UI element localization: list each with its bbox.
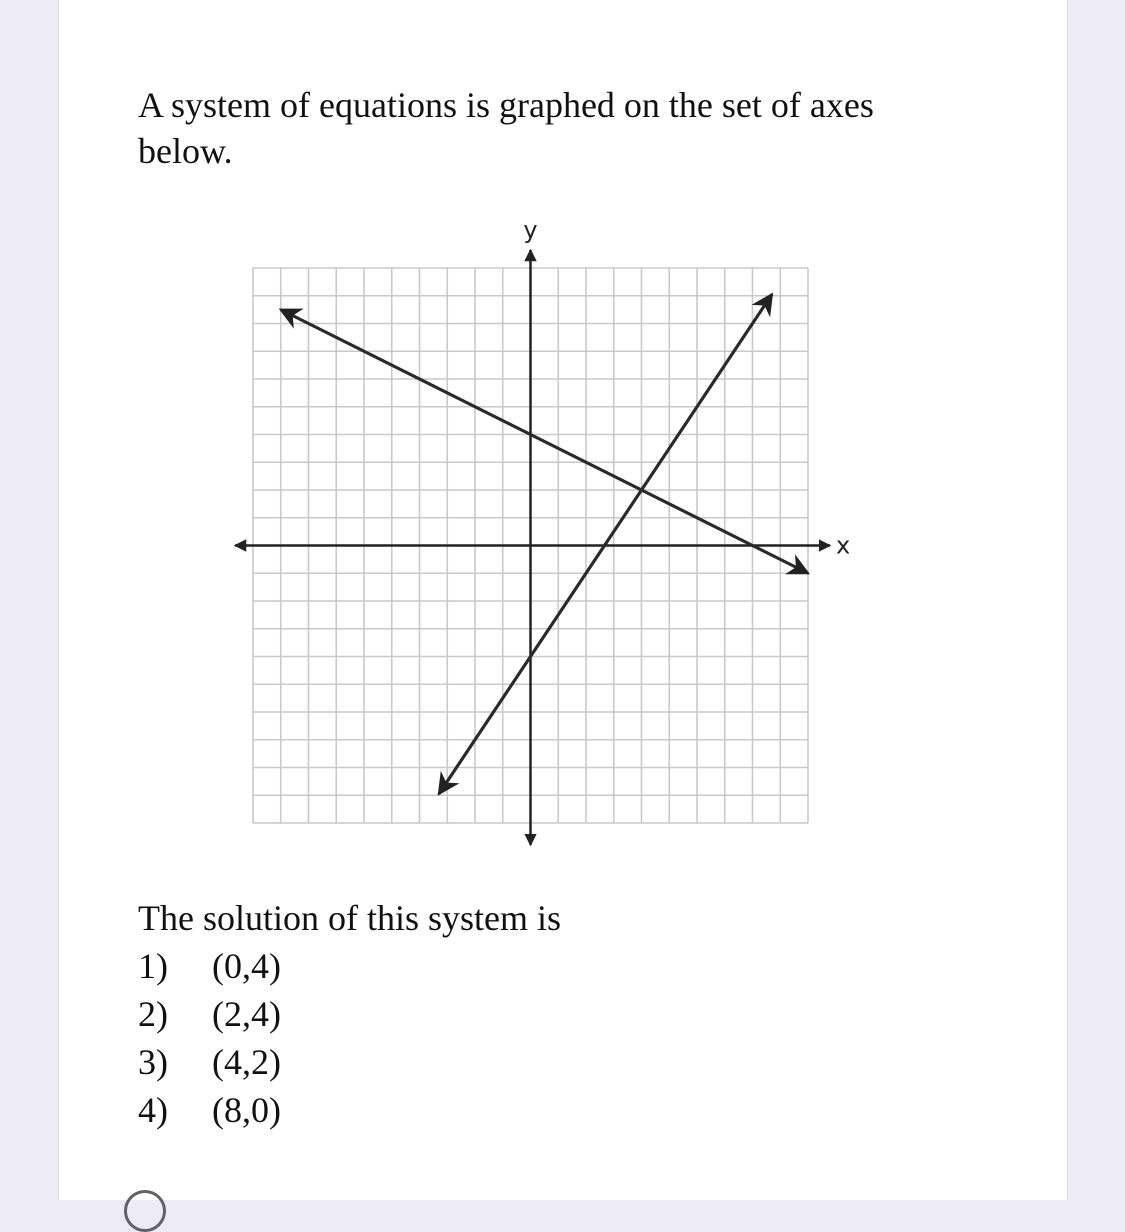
x-axis-label: x xyxy=(836,531,851,560)
answer-option-1[interactable] xyxy=(138,942,561,990)
option-text: (4,2) xyxy=(212,1042,281,1082)
question-prompt: A system of equations is graphed on the set of axes below. xyxy=(138,85,874,171)
question-stem: The solution of this system is xyxy=(138,898,561,938)
series-line-2 xyxy=(439,294,772,794)
question-block xyxy=(138,894,561,1134)
answer-option-2[interactable] xyxy=(138,990,561,1038)
option-number: 4) xyxy=(138,1090,168,1130)
coordinate-graph xyxy=(225,210,865,850)
option-number: 3) xyxy=(138,1042,168,1082)
option-text: (2,4) xyxy=(212,994,281,1034)
series-line-1 xyxy=(281,310,808,574)
option-text: (0,4) xyxy=(212,946,281,986)
answer-option-3[interactable] xyxy=(138,1038,561,1086)
answer-option-4[interactable] xyxy=(138,1086,561,1134)
option-text: (8,0) xyxy=(212,1090,281,1130)
option-number: 1) xyxy=(138,946,168,986)
plotted-lines xyxy=(281,294,808,794)
option-number: 2) xyxy=(138,994,168,1034)
radio-button[interactable] xyxy=(124,1190,166,1232)
y-axis-label: y xyxy=(523,216,538,244)
